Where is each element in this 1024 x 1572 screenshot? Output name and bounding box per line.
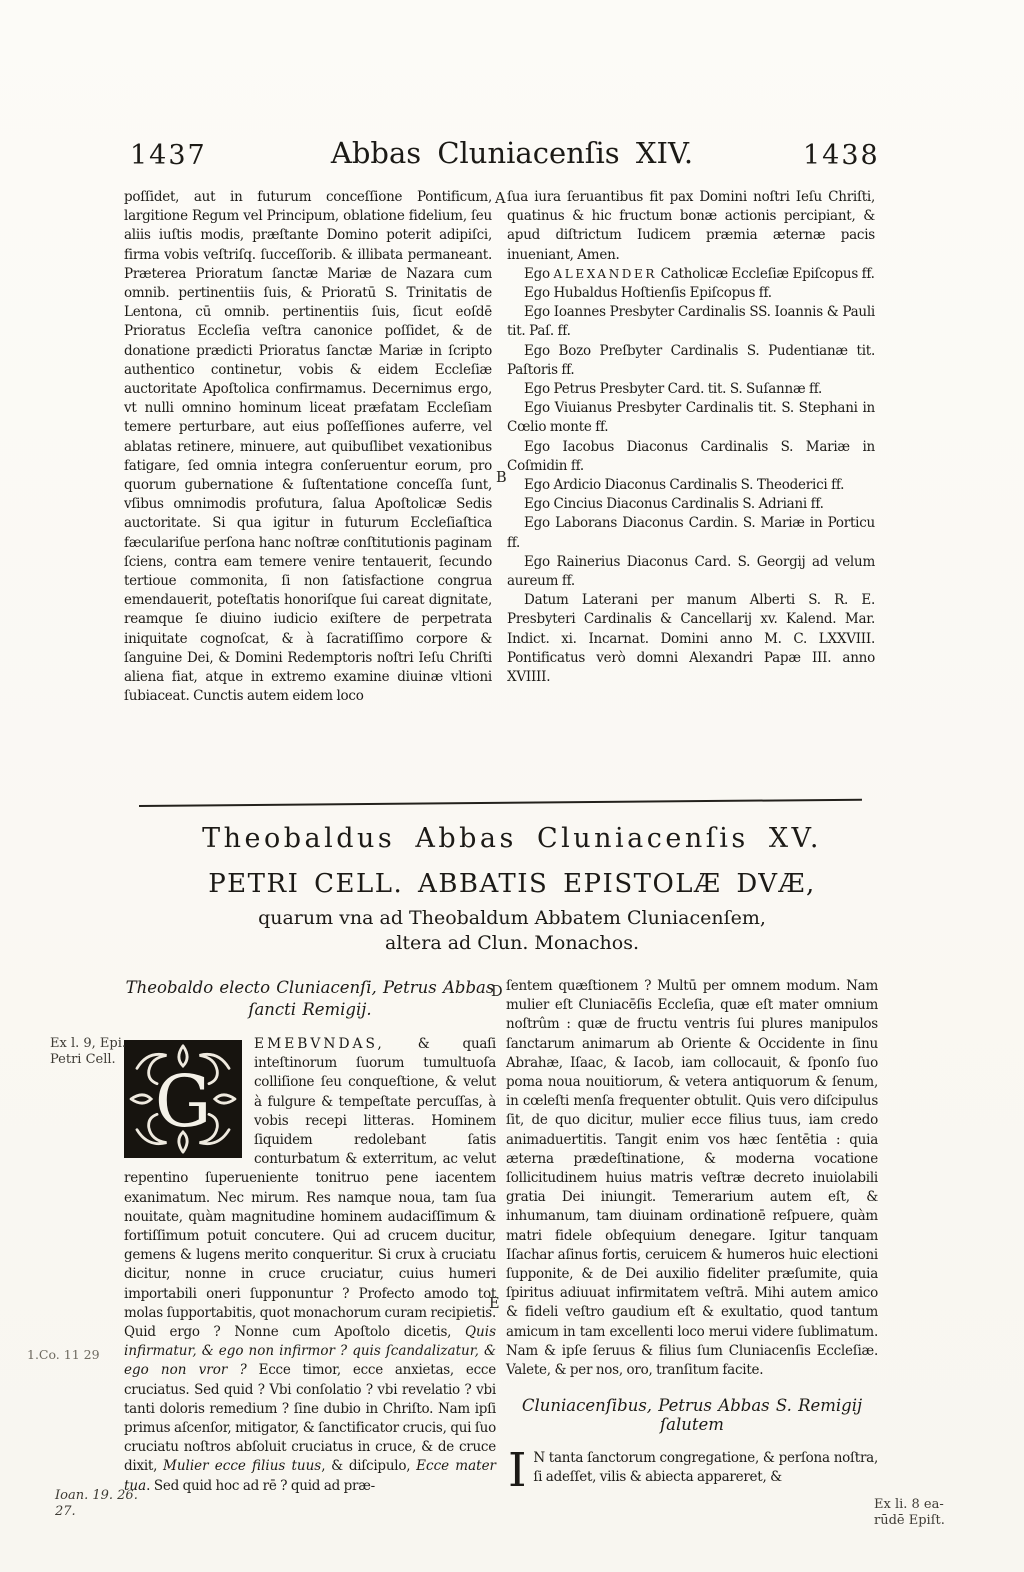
column-marker-b: B [496,470,507,486]
signature-entry: Ego Cincius Diaconus Cardinalis S. Adriani ff. [524,496,824,513]
section2-left-column [124,977,496,1496]
margin-note-ex-li8 [874,1497,984,1529]
margin-note-ioan-19-26 [55,1488,151,1520]
margin-note-line: Ex l. 9, Epi. [50,1036,127,1051]
signature-entry: Ego Iacobus Diaconus Cardinalis S. Mariæ in Coſmidin ff. [507,438,875,474]
svg-text:G: G [154,1060,212,1144]
column-marker-a: A [495,191,506,207]
paragraph-datum: Datum Laterani per manum Alberti S. R. E. Presbyteri Cardinalis & Cancellarij xv. Kalend. Mar. Indict. xi. Incarnat. Domini anno M. C. LXXVIII. Pontificatus verò domni Alexandri Papæ III. anno XVIIII. [507,592,875,686]
signature-entry: Ego Rainerius Diaconus Card. S. Georgij ad velum aureum ff. [507,553,875,590]
section-subtitle-line3: altera ad Clun. Monachos. [385,932,639,954]
paragraph-pax-clause: ſua iura ſeruantibus fit pax Domini noſtri Ieſu Chriſti, quatinus & hic fructum bonæ actionis percipiant, & apud diſtrictum Iudicem præmia æternæ pacis inueniant, Amen. [507,189,875,263]
signature-rest: Catholicæ Eccleſiæ Epiſcopus ff. [657,265,875,282]
letter1-quote-apostle: Quis infirmatur, & ego non infirmor ? quis ſcandalizatur, & ego non vror ? [124,1324,496,1379]
signature-entry: Ego Ardicio Diaconus Cardinalis S. Theoderici ff. [524,477,845,494]
letter1-seg1: & quaſi inteſtinorum ſuorum tumultuoſa colliſione ſeu conqueſtione, & velut à fulgure & tempeſtate percuſſas, à vobis recepi litteras. Hominem ſiquidem redolebant ſatis conturbatum & exterritum, ac velut repentino ſuperueniente tonitruo pene iacentem exanimatum. Nec mirum. Res namque noua, tam ſua nouitate, quàm magnitudine hominem audaciſſimum & fortiſſimum potuit concutere. Qui ad crucem ducitur, gemens & lugens merito conqueritur. Si crux à cruciatu dicitur, nonne in cruce cruciatur, cuius humeri importabili oneri ſupponuntur ? Profecto amodo tot molas ſupportabitis, quot monachorum curam recipietis. Quid ergo ? Nonne cum Apoſtolo dicetis, [124,1036,496,1341]
signature-entry: Ego Ioannes Presbyter Cardinalis SS. Ioannis & Pauli tit. Paſ. ff. [507,304,875,340]
letter2-opening: N tanta ſanctorum congregatione, & perſona noſtra, ſi adeſſet, vilis & abiecta appareret, & [533,1449,878,1485]
section1-left-column [124,188,492,706]
paragraph-bull-continuation: poſſidet, aut in futurum conceſſione Pontificum, largitione Regum vel Principum, oblatione fidelium, ſeu aliis iuſtis modis, præſtante Domino poterit adipiſci, firma vobis veſtriſq. ſucceſſorib. & illibata permaneant. Præterea Prioratum ſanctæ Mariæ de Nazara cum omnib. pertinentiis ſuis, & Prioratū S. Trinitatis de Lentona, cū omnib. pertinentiis ſuis, ſicut eoſdē Prioratus Eccleſia veſtra canonice poſſidet, & de donatione prædicti Prioratus ſanctæ Mariæ in ſcripto authentico continetur, vobis & eidem Eccleſiæ auctoritate Apoſtolica confirmamus. Decernimus ergo, vt nulli omnino hominum liceat præfatam Eccleſiam temere perturbare, aut eius poſſeſſiones auferre, vel ablatas retinere, minuere, aut quibuſlibet vexationibus fatigare, ſed omnia integra conſeruentur eorum, pro quorum gubernatione & ſuſtentatione conceſſa ſunt, vſibus omnimodis profutura, ſalua Apoſtolicæ Sedis auctoritate. Si qua igitur in futurum Eccleſiaſtica fæculariſue perſona hanc noſtræ conſtitutionis paginam ſciens, contra eam temere venire tentauerit, ſecundo tertioue commonita, ſi non ſatisfactione congrua emendauerit, poteſtatis honoriſque ſui careat dignitate, reamque ſe diuino iudicio exiſtere de perpetrata iniquitate cognoſcat, & à ſacratiſſimo corpore & ſanguine Dei, & Domini Redemptoris noſtri Ieſu Chriſti aliena fiat, atque in extremo examine diuinæ vltioni ſubiaceat. Cunctis autem eidem loco [124,189,492,705]
opening-word-spaced-caps: EMEBVNDAS, [254,1036,385,1052]
signature-entry: Ego Petrus Presbyter Card. tit. S. Suſannæ ff. [524,381,823,398]
signature-alexander [507,265,875,284]
initial-g-woodcut [124,1040,242,1158]
section2-right-column [506,977,878,1498]
signature-name-alexander: ALEXANDER [553,266,658,281]
section-divider-rule [139,799,862,807]
letter1-heading-line1: Theobaldo electo Cluniacenſi, Petrus Abbas [125,978,495,997]
letter1-seg4: . Sed quid hoc ad rē ? quid ad præ- [146,1477,375,1494]
column-number-left: 1437 [130,140,207,171]
letter1-body [124,1035,496,1496]
margin-note-line: 27. [55,1504,76,1519]
column-marker-d: D [491,984,503,1000]
letter1-seg3: , & diſcipulo, [321,1458,417,1475]
section-title: Theobaldus Abbas Cluniacenſis XV. [202,823,822,854]
margin-note-line: Ioan. 19. 26. [55,1488,138,1503]
drop-cap-i: I [508,1442,527,1498]
letter2-body [506,1442,878,1498]
signature-entry: Ego Viuianus Presbyter Cardinalis tit. S. Stephani in Cœlio monte ff. [507,400,875,436]
margin-note-ex-l9 [50,1036,134,1068]
signature-entry: Ego Bozo Preſbyter Cardinalis S. Pudentianæ tit. Paſtoris ff. [507,342,875,378]
letter2-heading: Cluniacenſibus, Petrus Abbas S. Remigij ſalutem [521,1396,863,1435]
section-subtitle-line2: quarum vna ad Theobaldum Abbatem Cluniacenſem, [258,907,766,929]
signature-entry: Ego Hubaldus Hoſtienſis Epiſcopus ff. [524,285,772,302]
running-title: Abbas Cluniacenſis XIV. [330,136,694,170]
section1-right-column [507,188,875,687]
ornamental-initial-g [124,1040,242,1158]
column-marker-e: E [489,1296,500,1312]
margin-note-line: rūdē Epiſt. [874,1513,945,1528]
letter1-quote-mater: Ecce mater tua [124,1458,497,1494]
signature-entry: Ego Laborans Diaconus Cardin. S. Mariæ in Porticu ff. [507,515,875,551]
signature-prefix: Ego [524,265,554,282]
letter1-continuation: ſentem quæſtionem ? Multū per omnem modum. Nam mulier eſt Cluniacēſis Eccleſia, quæ eſt mater omnium noſtrûm : quæ de fructu ventris ſui plures manipulos ſanctarum animarum ab Oriente & Occidente in ſinu Abrahæ, Iſaac, & Iacob, iam collocauit, & ſponſo ſuo poma noua nouitiorum, & vetera antiquorum & ſenum, in cœleſti menſa frequenter obtulit. Quis vero diſcipulus ſit, de quo dicitur, mulier ecce filius tuus, iam credo animaduertitis. Tangit enim vos hæc ſentētia : quia æterna prædeſtinatione, & moderna vocatione ſollicitudinem huius matris veſtræ decreto inuiolabili gratia Dei iniungit. Temerarium autem eſt, & inhumanum, tam diuinam ordinationē reſpuere, quàm matri fidele obſequium denegare. Igitur tanquam Iſachar aſinus fortis, ceruicem & humeros huic electioni ſupponite, & de Dei auxilio fideliter præſumite, quia ſpiritus adiuuat infirmitatem veſtrā. Mihi autem amico & fideli veſtro gaudium eſt & exultatio, quod tantum amicum in tam excellenti loco merui videre ſublimatum. Nam & ipſe ſeruus & filius ſum Cluniacenſis Eccleſiæ. Valete, & per nos, oro, tranſitum facite. [506,978,878,1379]
letter1-quote-mulier: Mulier ecce filius tuus [163,1458,322,1475]
margin-note-line: Petri Cell. [50,1052,116,1067]
column-number-right: 1438 [803,140,880,171]
section-subtitle-caps: PETRI CELL. ABBATIS EPISTOLÆ DVÆ, [208,869,816,899]
letter1-heading [124,977,496,1021]
letter1-heading-line2: ſancti Remigij. [248,1000,372,1019]
margin-note-line: Ex li. 8 ea- [874,1497,944,1512]
margin-note-1cor-11-29: 1.Co. 11 29 [27,1347,100,1362]
letter1-seg2: Ecce timor, ecce anxietas, ecce cruciatus. Sed quid ? Vbi conſolatio ? vbi revelatio ? vbi tanti doloris remedium ? ſine dubio in Chriſto. Nam ipſi primus aſcenſor, mitigator, & ſanctificator crucis, qui ſuo cruciatu noſtros abſoluit cruciatus in cruce, & de cruce dixit, [124,1362,496,1475]
